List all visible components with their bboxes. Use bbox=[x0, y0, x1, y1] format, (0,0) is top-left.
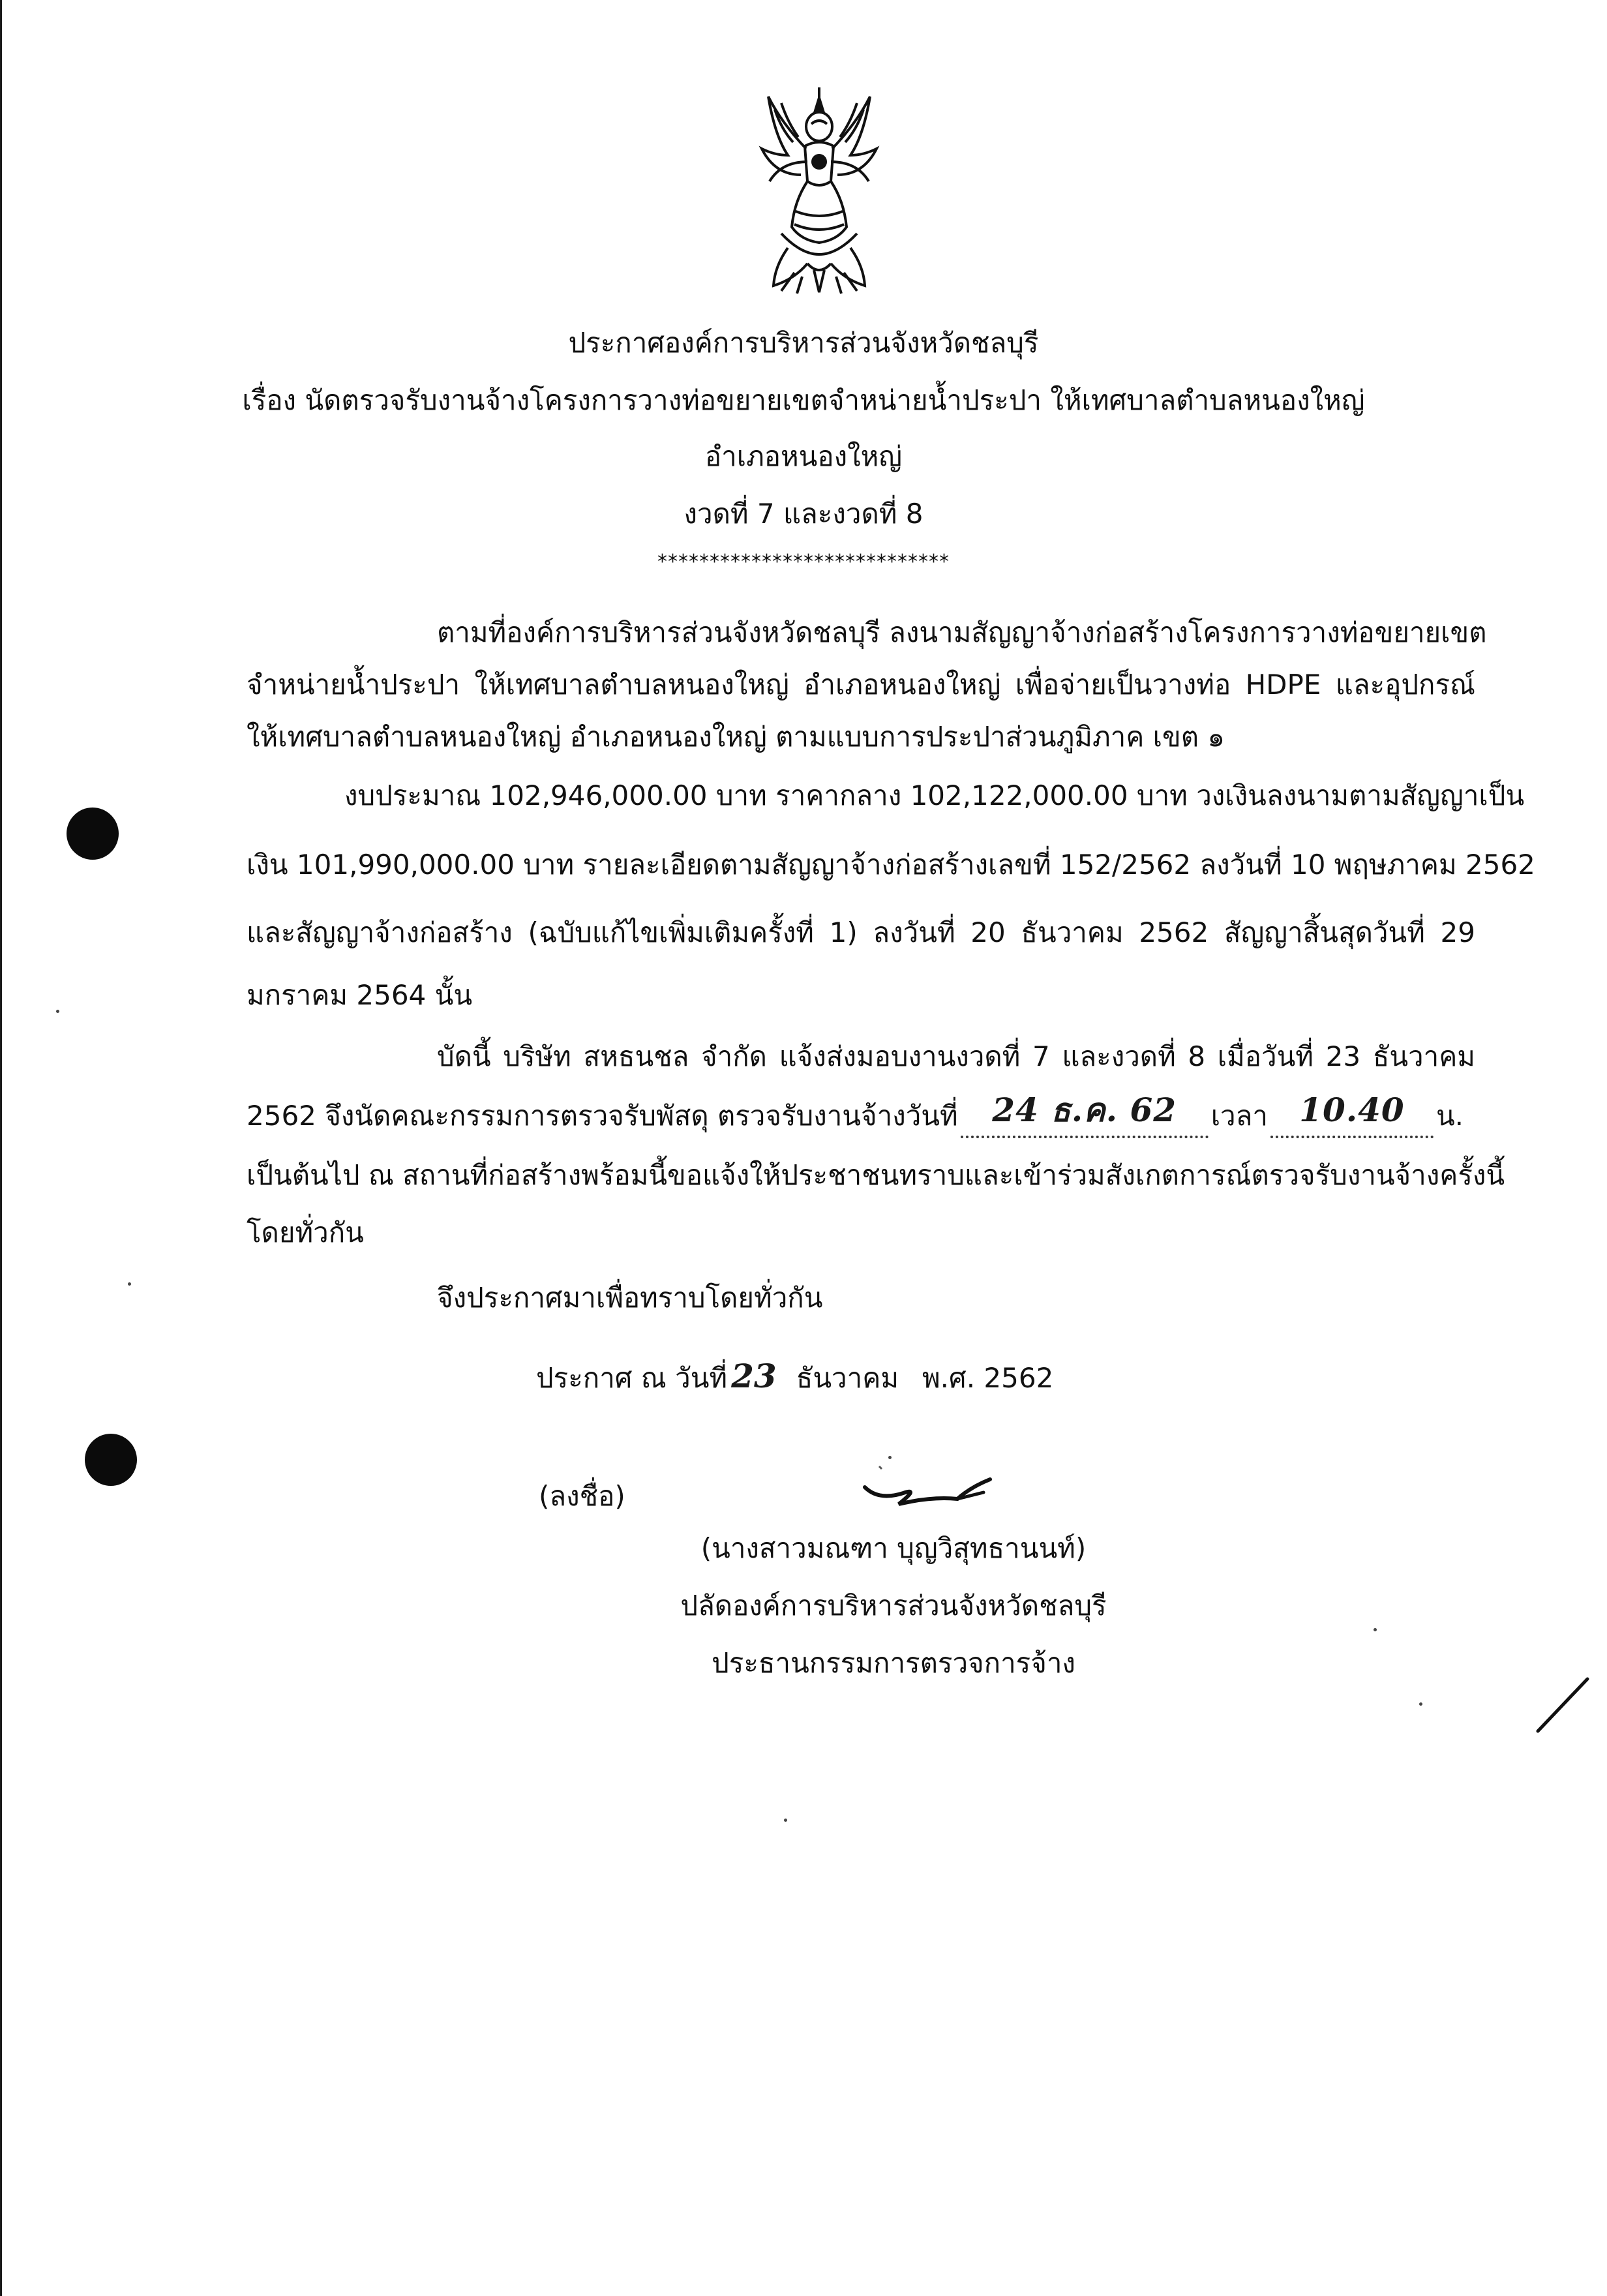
body-p3-line-1: บัดนี้ บริษัท สหธนชล จำกัด แจ้งส่งมอบงานงวดที่ 7 และงวดที่ 8 เมื่อวันที่ 23 ธันวาคม bbox=[437, 1040, 1475, 1072]
body-p3-line-2 bbox=[247, 1091, 1475, 1138]
body-p1-line-3: ให้เทศบาลตำบลหนองใหญ่ อำเภอหนองใหญ่ ตามแบบการประปาส่วนภูมิภาค เขต ๑ bbox=[247, 721, 1225, 753]
dateline-year: พ.ศ. 2562 bbox=[922, 1362, 1054, 1394]
body-p2-line-1: งบประมาณ 102,946,000.00 บาท ราคากลาง 102,122,000.00 บาท วงเงินลงนามตามสัญญาเป็น bbox=[344, 779, 1525, 811]
inspection-time-handwritten: 10.40 bbox=[1299, 1091, 1405, 1129]
inspection-date-label: 2562 จึงนัดคณะกรรมการตรวจรับพัสดุ ตรวจรับงานจ้างวันที่ bbox=[247, 1100, 958, 1132]
signatory-name: (นางสาวมณฑา บุญวิสุทธานนท์) bbox=[700, 1532, 1087, 1564]
signatory-position: ปลัดองค์การบริหารส่วนจังหวัดชลบุรี bbox=[680, 1590, 1107, 1622]
scan-speck bbox=[888, 1456, 892, 1459]
closing-statement: จึงประกาศมาเพื่อทราบโดยทั่วกัน bbox=[437, 1282, 823, 1314]
inspection-time-field bbox=[1270, 1091, 1434, 1138]
handwritten-signature bbox=[860, 1461, 1003, 1526]
inspection-date-handwritten: 24 ธ.ค. 62 bbox=[992, 1091, 1177, 1129]
installment-line: งวดที่ 7 และงวดที่ 8 bbox=[683, 498, 924, 530]
pen-stroke-mark bbox=[1533, 1676, 1591, 1735]
body-p2-line-3: และสัญญาจ้างก่อสร้าง (ฉบับแก้ไขเพิ่มเติมครั้งที่ 1) ลงวันที่ 20 ธันวาคม 2562 สัญญาสิ้นสุดวันที่ 29 bbox=[247, 916, 1475, 948]
dateline-day-handwritten: 23 bbox=[731, 1357, 777, 1395]
body-p1-line-1: ตามที่องค์การบริหารส่วนจังหวัดชลบุรี ลงนามสัญญาจ้างก่อสร้างโครงการวางท่อขยายเขต bbox=[437, 616, 1487, 648]
inspection-time-label: เวลา bbox=[1210, 1100, 1268, 1132]
scan-speck bbox=[1419, 1702, 1422, 1706]
scan-speck bbox=[1374, 1628, 1377, 1631]
signatory-role: ประธานกรรมการตรวจการจ้าง bbox=[712, 1647, 1075, 1679]
body-p3-line-3: เป็นต้นไป ณ สถานที่ก่อสร้างพร้อมนี้ขอแจ้งให้ประชาชนทราบและเข้าร่วมสังเกตการณ์ตรวจรับงานจ้างครั้งนี้ bbox=[247, 1159, 1505, 1191]
body-p2-line-4: มกราคม 2564 นั้น bbox=[247, 979, 473, 1011]
scan-speck bbox=[128, 1282, 131, 1286]
dateline-prefix: ประกาศ ณ วันที่ bbox=[536, 1362, 728, 1394]
garuda-emblem bbox=[755, 83, 883, 299]
signature-label: (ลงชื่อ) bbox=[539, 1480, 625, 1512]
time-unit: น. bbox=[1435, 1100, 1464, 1132]
scan-speck bbox=[56, 1010, 59, 1013]
announcement-dateline bbox=[536, 1357, 1053, 1398]
scan-speck bbox=[784, 1819, 787, 1822]
separator-asterisks: **************************** bbox=[657, 551, 950, 573]
punch-hole-upper bbox=[67, 808, 119, 860]
inspection-date-field bbox=[961, 1091, 1209, 1138]
subject-line-1: เรื่อง นัดตรวจรับงานจ้างโครงการวางท่อขยายเขตจำหน่ายน้ำประปา ให้เทศบาลตำบลหนองใหญ่ bbox=[242, 384, 1365, 416]
body-p3-line-4: โดยทั่วกัน bbox=[247, 1216, 364, 1248]
body-p2-line-2: เงิน 101,990,000.00 บาท รายละเอียดตามสัญญาจ้างก่อสร้างเลขที่ 152/2562 ลงวันที่ 10 พฤษภาคม 2562 bbox=[247, 849, 1535, 881]
issuer-title: ประกาศองค์การบริหารส่วนจังหวัดชลบุรี bbox=[568, 327, 1039, 359]
body-p1-line-2: จำหน่ายน้ำประปา ให้เทศบาลตำบลหนองใหญ่ อำเภอหนองใหญ่ เพื่อจ่ายเป็นวางท่อ HDPE และอุปกรณ์ bbox=[247, 669, 1475, 701]
dateline-month: ธันวาคม bbox=[796, 1362, 899, 1394]
punch-hole-lower bbox=[85, 1434, 137, 1486]
subject-line-2: อำเภอหนองใหญ่ bbox=[704, 440, 903, 472]
